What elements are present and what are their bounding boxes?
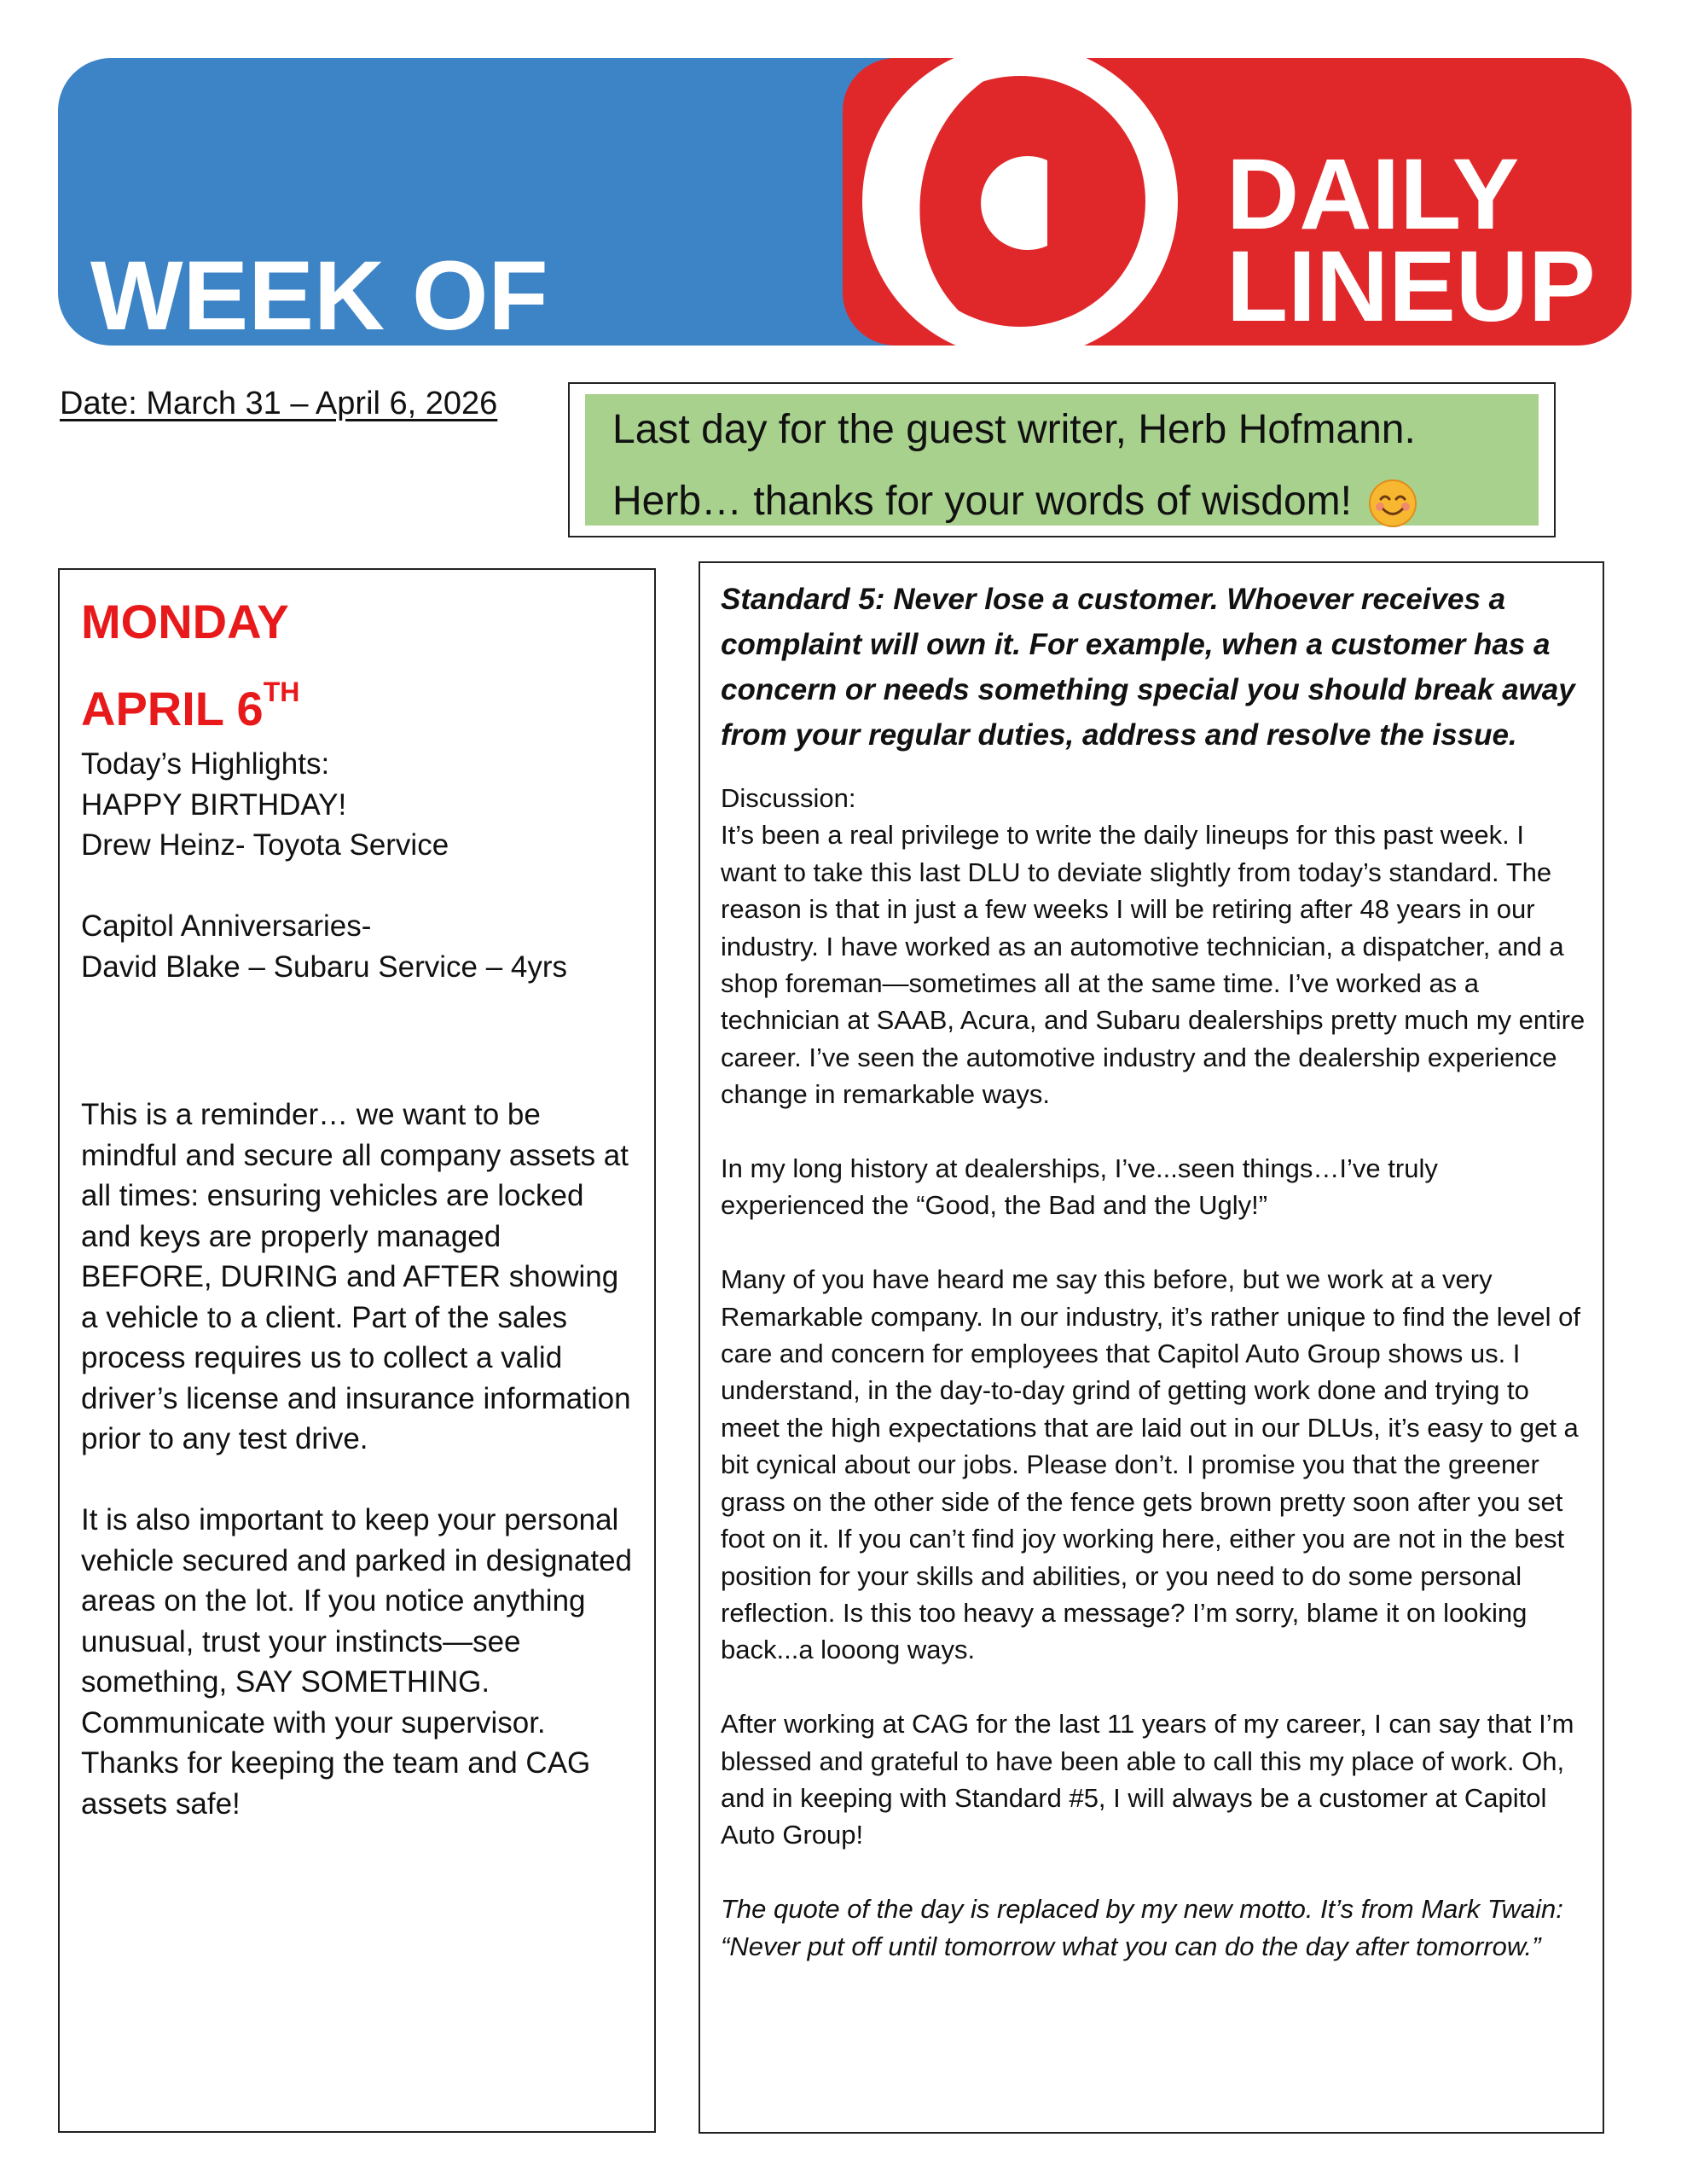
day-name: MONDAY — [81, 595, 289, 648]
week-of-title: WEEK OF — [90, 241, 548, 346]
callout-line-2-text: Herb… thanks for your words of wisdom! — [612, 479, 1352, 524]
anniversaries-heading: Capitol Anniversaries- — [81, 909, 372, 943]
anniversary-entry: David Blake – Subaru Service – 4yrs — [81, 950, 567, 984]
highlights-heading: Today’s Highlights: — [81, 747, 330, 781]
quote-of-the-day: The quote of the day is replaced by my new motto. It’s from Mark Twain: “Never put off until tomorrow what you can do the day after tomorrow.” — [721, 1894, 1563, 1961]
standard-statement: Standard 5: Never lose a customer. Whoever receives a complaint will own it. For example, when a customer has a concern or needs something special you should break away from your regular duties, address and resolve the issue. — [721, 583, 1575, 752]
day-date — [81, 657, 634, 744]
callout-line-2 — [612, 466, 1539, 537]
discussion-paragraph-1: It’s been a real privilege to write the daily lineups for this past week. I want to take this last DLU to deviate slightly from today’s standard. The reason is that in just a few weeks I will be retiring after 48 years in our industry. I have worked as an automotive technician, a dispatcher, and a shop foreman—sometimes all at the same time. I’ve worked as a technician at SAAB, Acura, and Subaru dealerships pretty much my entire career. I’ve seen the automotive industry and the dealership experience change in remarkable ways. — [721, 820, 1586, 1110]
discussion-label: Discussion: — [721, 783, 856, 813]
smiley-icon — [1367, 478, 1418, 529]
discussion-paragraph-4: After working at CAG for the last 11 years of my career, I can say that I’m blessed and grateful to have been able to call this my place of work. Oh, and in keeping with Standard #5, I will always be a customer at Capitol Auto Group! — [721, 1709, 1574, 1850]
header-banner — [58, 58, 1632, 346]
date-range: Date: March 31 – April 6, 2026 — [60, 386, 498, 421]
reminder-paragraph-2: It is also important to keep your personal vehicle secured and parked in designated areas on the lot. If you notice anything unusual, trust your instincts—see something, SAY SOMETHING. Communicate with your supervisor. Thanks for keeping the team and CAG assets safe! — [81, 1503, 632, 1821]
discussion-paragraph-3: Many of you have heard me say this before, but we work at a very Remarkable company. In our industry, it’s rather unique to find the level of care and concern for employees that Capitol Auto Group shows us. I understand, in the day-to-day grind of getting work done and trying to meet the high expectations that are laid out in our DLUs, it’s easy to get a bit cynical about our jobs. Please don’t. I promise you that the greener grass on the other side of the fence gets brown pretty soon after you set foot on it. If you can’t find joy working here, either you are not in the best position for your skills and abilities, or you need to do some personal reflection. Is this too heavy a message? I’m sorry, blame it on looking back...a looong ways. — [721, 1264, 1581, 1665]
callout-panel — [585, 394, 1539, 526]
guest-writer-callout — [568, 382, 1556, 537]
daily-highlights-panel — [58, 568, 656, 2133]
birthday-heading: HAPPY BIRTHDAY! — [81, 787, 347, 822]
callout-line-1: Last day for the guest writer, Herb Hofmann. — [612, 407, 1416, 452]
security-reminder — [81, 1095, 634, 1824]
birthday-entry: Drew Heinz- Toyota Service — [81, 828, 449, 862]
header-banner-graphic — [58, 58, 1632, 346]
daily-title: DAILY — [1226, 138, 1520, 251]
discussion-body — [721, 780, 1587, 1965]
highlights-list — [81, 744, 634, 987]
day-date-suffix: TH — [263, 677, 300, 707]
lineup-title: LINEUP — [1226, 230, 1596, 343]
highlights-spacer — [81, 866, 634, 907]
day-date-text: APRIL 6 — [81, 682, 264, 735]
discussion-paragraph-2: In my long history at dealerships, I’ve...seen things…I’ve truly experienced the “Good, the Bad and the Ugly!” — [721, 1153, 1438, 1221]
standard-discussion-panel — [699, 561, 1604, 2134]
reminder-paragraph-1: This is a reminder… we want to be mindful and secure all company assets at all times: ensuring vehicles are locked and keys are properly managed BEFORE, DURING and AFTER showing a vehicle to a client. Part of the sales process requires us to collect a valid driver’s license and insurance information prior to any test drive. — [81, 1098, 631, 1455]
